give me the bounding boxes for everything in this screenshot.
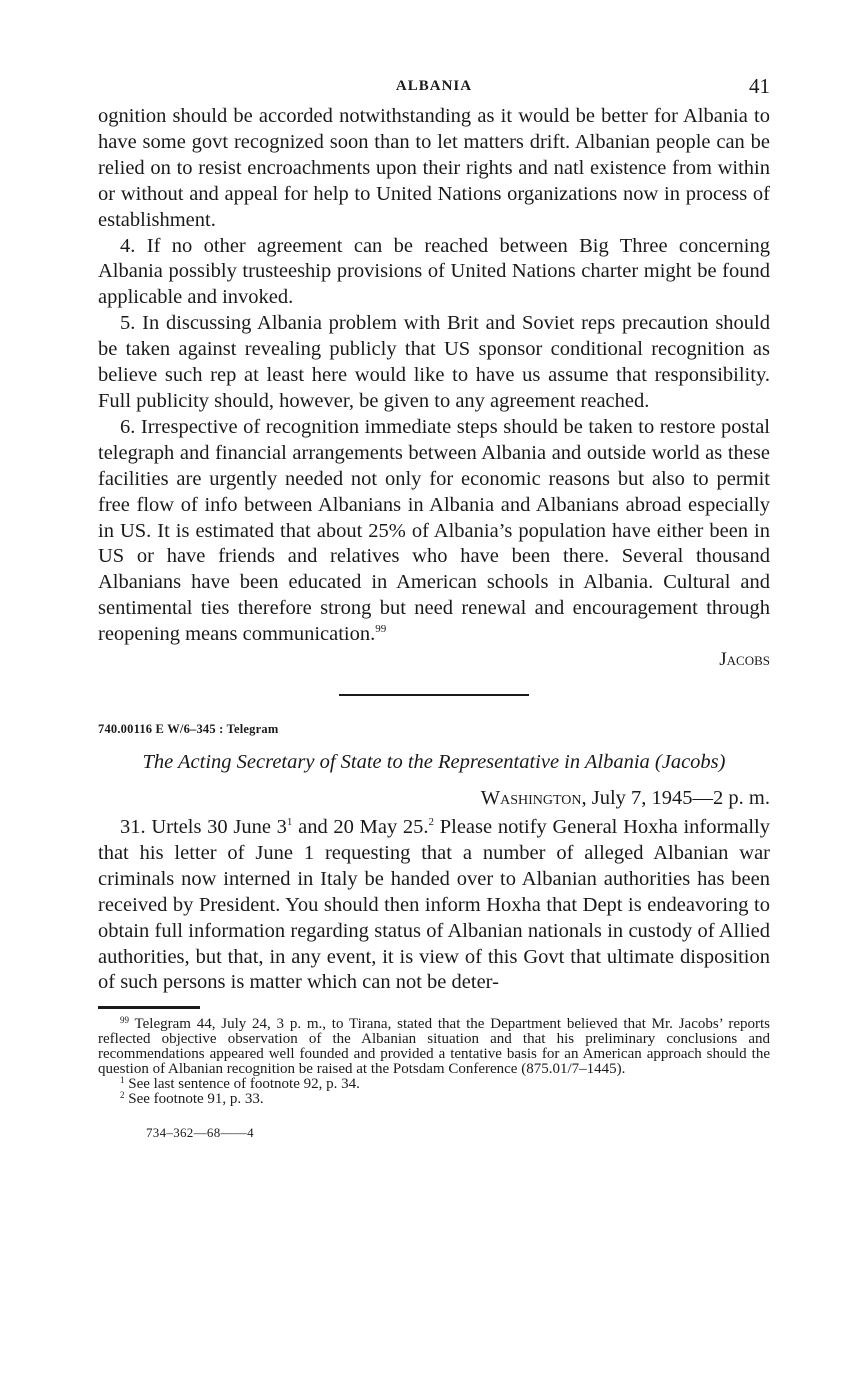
paragraph-point-6-text: 6. Irrespective of recognition immediate steps should be taken to restore postal telegraph and financial arrangements between Albania and outside world as these facilities are urgently needed not only for economic reasons but also to permit free flow of info between Albanians in Albania and Albanians abroad especially in US. It is estimated that about 25% of Albania’s population have either been in US or have friends and relatives who have been there. Several thousand Albanians have been educated in American schools in Albania. Cultural and sentimental ties therefore strong but need renewal and encouragement through reopening means communication. [98, 415, 770, 646]
page-number: 41 [749, 74, 770, 98]
footnote-text: Telegram 44, July 24, 3 p. m., to Tirana, stated that the Department believed that Mr. Jacobs’ reports reflected objective observation of the Albanian situation and that his preliminary conclusions and recommendations appeared well founded and provided a tentative basis for an American approach should the question of Albanian recognition be raised at the Potsdam Conference (875.01/7–1445). [98, 1016, 770, 1078]
footnote-ref-2: 2 [428, 816, 435, 829]
footnote-mark: 1 [120, 1075, 125, 1086]
document-page [98, 70, 770, 1141]
paragraph-telegram-31 [98, 815, 770, 996]
footnotes [98, 1017, 770, 1107]
file-reference: 740.00116 E W/6–345 : Telegram [98, 722, 279, 737]
dateline-place: Washington, [480, 787, 587, 810]
footnote-2 [98, 1092, 770, 1107]
footnote-ref-99: 99 [375, 623, 387, 636]
telegram-body-continued [98, 104, 770, 648]
paragraph-continuation: ognition should be accorded notwithstanding as it would be better for Albania to have some govt recognized soon than to let matters drift. Albanian people can be relied on to resist encroachments upon their rights and natl existence from within or without and appeal for help to United Nations organizations now in process of establishment. [98, 105, 770, 231]
paragraph-point-6 [98, 415, 770, 648]
footnote-rule [98, 1006, 200, 1009]
section-divider [339, 694, 529, 696]
footnote-99 [98, 1017, 770, 1077]
dateline-date: July 7, 1945—2 p. m. [591, 787, 770, 810]
running-title: ALBANIA [395, 78, 473, 94]
telegram-text-b: and 20 May 25. [292, 816, 429, 839]
telegram-body [98, 815, 770, 996]
footnote-text: See footnote 91, p. 33. [128, 1091, 264, 1108]
footnote-text: See last sentence of footnote 92, p. 34. [128, 1076, 360, 1093]
dateline [98, 785, 770, 811]
footnote-ref-1: 1 [286, 816, 293, 829]
telegram-text-c: Please notify General Hoxha informally that his letter of June 1 requesting that a number of alleged Albanian war criminals now interned in Italy be handed over to Albanian authorities has been received by President. You should then inform Hoxha that Dept is endeavoring to obtain full information regarding status of Albanian nationals in custody of Allied authorities, but that, in any event, it is view of this Govt that ultimate disposition of such persons is matter which can not be deter- [98, 816, 770, 994]
document-title: The Acting Secretary of State to the Representative in Albania (Jacobs) [142, 751, 726, 774]
footnote-mark: 2 [120, 1090, 125, 1101]
paragraph-point-4: 4. If no other agreement can be reached between Big Three concerning Albania possibly trusteeship provisions of United Nations charter might be found applicable and invoked. [98, 234, 770, 309]
footnote-mark: 99 [120, 1015, 129, 1026]
paragraph-point-5: 5. In discussing Albania problem with Brit and Soviet reps precaution should be taken against revealing publicly that US sponsor conditional recognition as believe such rep at least here would like to have us assume that responsibility. Full publicity should, however, be given to any agreement reached. [98, 312, 770, 412]
print-code: 734–362—68——4 [146, 1125, 254, 1141]
signature: Jacobs [719, 649, 770, 671]
running-header [98, 70, 770, 104]
telegram-text-a: 31. Urtels 30 June 3 [120, 816, 287, 839]
